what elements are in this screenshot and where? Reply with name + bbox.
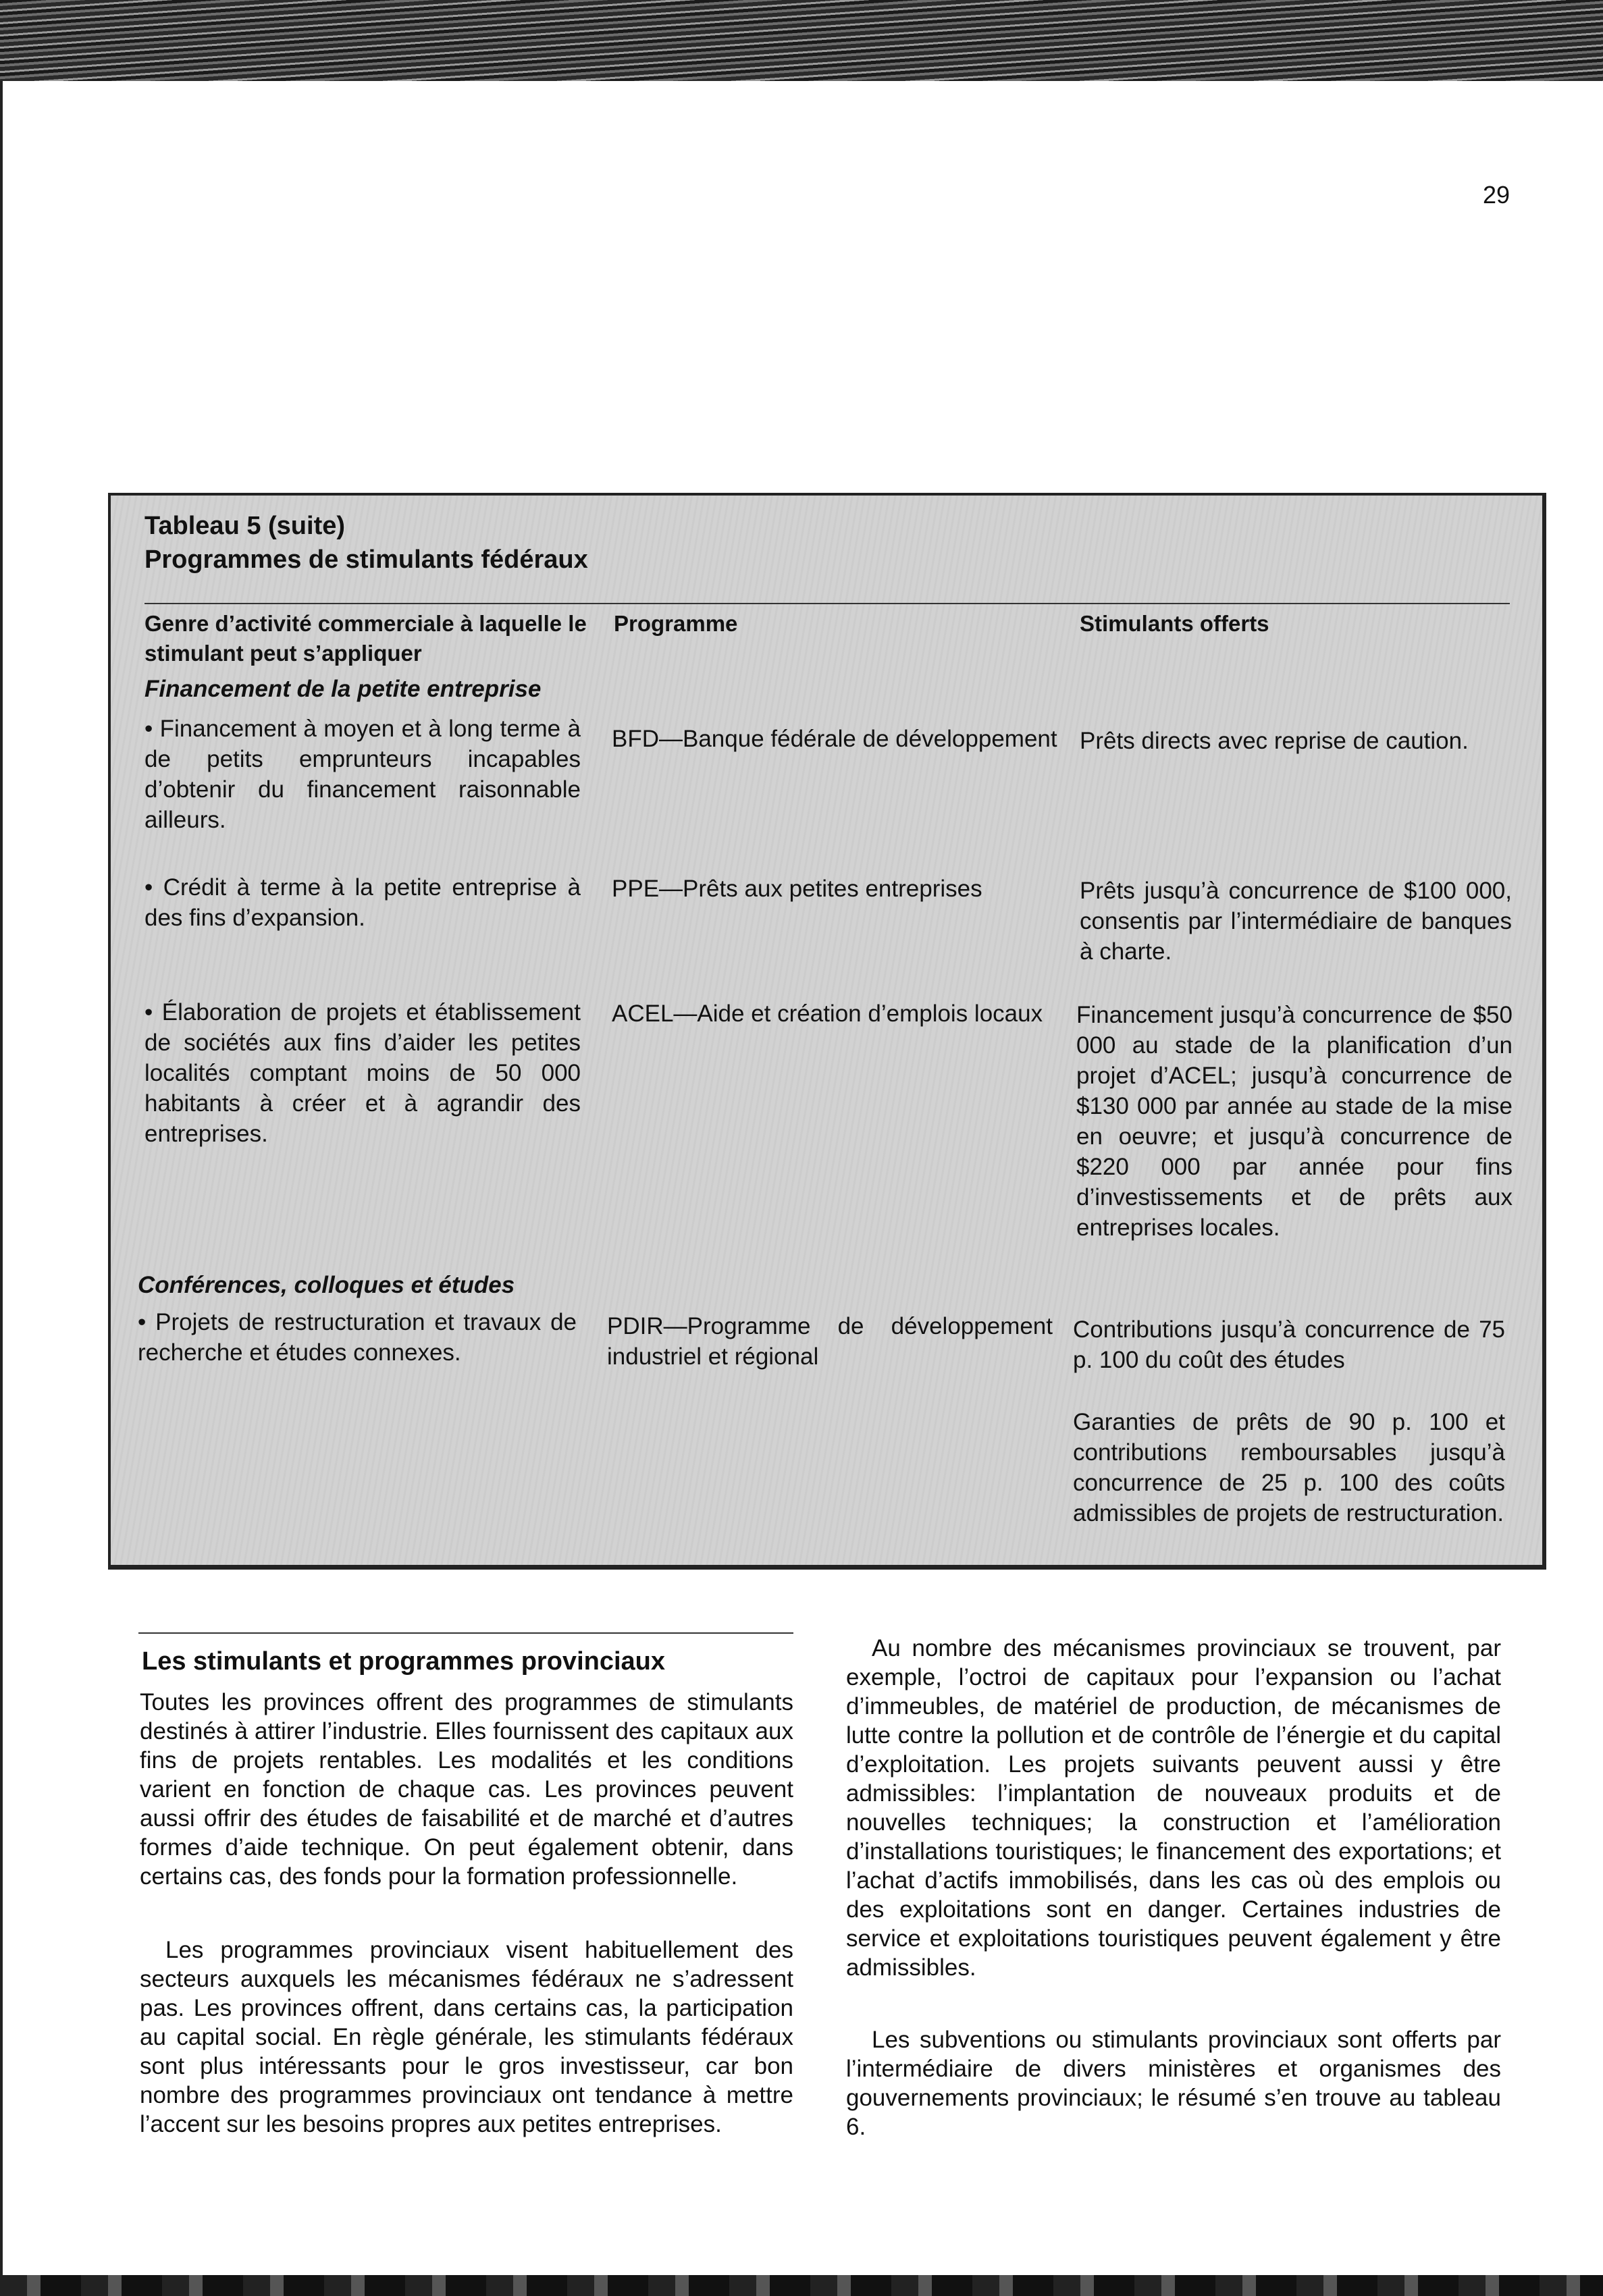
incentives-table — [108, 493, 1546, 1570]
table-cell-activity: • Financement à moyen et à long terme à de petits emprunteurs incapables d’obtenir du financement raisonnable ailleurs. — [144, 716, 581, 833]
table-caption — [144, 509, 588, 577]
section-title: Conférences, colloques et études — [138, 1272, 515, 1298]
table-cell-program: ACEL—Aide et création d’emplois locaux — [612, 1000, 1043, 1027]
table-cell-activity: • Projets de restructuration et travaux de recherche et études connexes. — [138, 1309, 577, 1366]
column-header-activity: Genre d’activité commerciale à laquelle le stimulant peut s’appliquer — [144, 611, 587, 666]
body-paragraph: Au nombre des mécanismes provinciaux se trouvent, par exemple, l’octroi de capitaux pour l’expansion ou l’achat d’immeubles, de matériel de production, de mécanismes de lutte contre la pollution et de contrôle de l’énergie et du capital d’exploitation. Les projets suivants peuvent aussi y être admissibles: l’implantation de nouveaux produits et de nouvelles techniques; la construction et l’amélioration d’installations touristiques; le financement des exportations; et l’achat d’actifs immobilisés, dans les cas où des emplois ou des exploitations sont en danger. Certaines industries de service et exploitations touristiques peuvent également y être admissibles. — [846, 1635, 1501, 1981]
scan-edge-top — [0, 0, 1603, 81]
page-number: 29 — [1483, 181, 1510, 209]
section-title: Financement de la petite entreprise — [144, 676, 542, 702]
body-paragraph: Les subventions ou stimulants provinciaux sont offerts par l’intermédiaire de divers ministères et organismes des gouvernements provinciaux; le résumé s’en trouve au tableau 6. — [846, 2027, 1501, 2140]
table-number: Tableau 5 (suite) — [144, 512, 346, 540]
scan-edge-left — [0, 81, 3, 2275]
table-cell-program: PPE—Prêts aux petites entreprises — [612, 876, 982, 902]
table-cell-incentives: Financement jusqu’à concurrence de $50 000 au stade de la planification d’un projet d’ACEL; jusqu’à concurrence de $130 000 par année au stade de la mise en oeuvre; et jusqu’à concurrence de $220 000 par année pour fins d’investissements et de prêts aux entreprises locales. — [1076, 1002, 1513, 1241]
table-title: Programmes de stimulants fédéraux — [144, 545, 588, 574]
section-rule — [138, 1632, 793, 1634]
table-cell-activity: • Élaboration de projets et établissement de sociétés aux fins d’aider les petites localités comptant moins de 50 000 habitants à créer et à agrandir des entreprises. — [144, 999, 581, 1147]
table-header-rule — [144, 603, 1510, 604]
table-cell-incentives: Garanties de prêts de 90 p. 100 et contributions remboursables jusqu’à concurrence de 25 p. 100 des coûts admissibles de projets de restructuration. — [1073, 1409, 1505, 1526]
column-header-program: Programme — [614, 611, 738, 636]
table-cell-incentives: Contributions jusqu’à concurrence de 75 p. 100 du coût des études — [1073, 1316, 1505, 1373]
body-paragraph: Toutes les provinces offrent des programmes de stimulants destinés à attirer l’industrie. Elles fournissent des capitaux aux fins de projets rentables. Les modalités et les conditions varient en fonction de chaque cas. Les provinces peuvent aussi offrir des études de faisabilité et de marché et d’autres formes d’aide technique. On peut également obtenir, dans certains cas, des fonds pour la formation professionnelle. — [140, 1689, 793, 1890]
column-header-incentives: Stimulants offerts — [1080, 611, 1269, 636]
table-cell-incentives: Prêts jusqu’à concurrence de $100 000, consentis par l’intermédiaire de banques à charte. — [1080, 878, 1512, 965]
table-cell-activity: • Crédit à terme à la petite entreprise à des fins d’expansion. — [144, 874, 581, 931]
section-heading: Les stimulants et programmes provinciaux — [142, 1647, 666, 1676]
body-paragraph: Les programmes provinciaux visent habituellement des secteurs auxquels les mécanismes fédéraux ne s’adressent pas. Les provinces offrent, dans certains cas, la participation au capital social. En règle générale, les stimulants fédéraux sont plus intéressants pour le gros investisseur, car bon nombre des programmes provinciaux ont tendance à mettre l’accent sur les besoins propres aux petites entreprises. — [140, 1937, 793, 2137]
table-cell-program: PDIR—Programme de développement industriel et régional — [607, 1313, 1053, 1370]
scan-edge-bottom — [0, 2275, 1603, 2296]
table-cell-incentives: Prêts directs avec reprise de caution. — [1080, 728, 1469, 754]
table-cell-program: BFD—Banque fédérale de développement — [612, 726, 1057, 752]
